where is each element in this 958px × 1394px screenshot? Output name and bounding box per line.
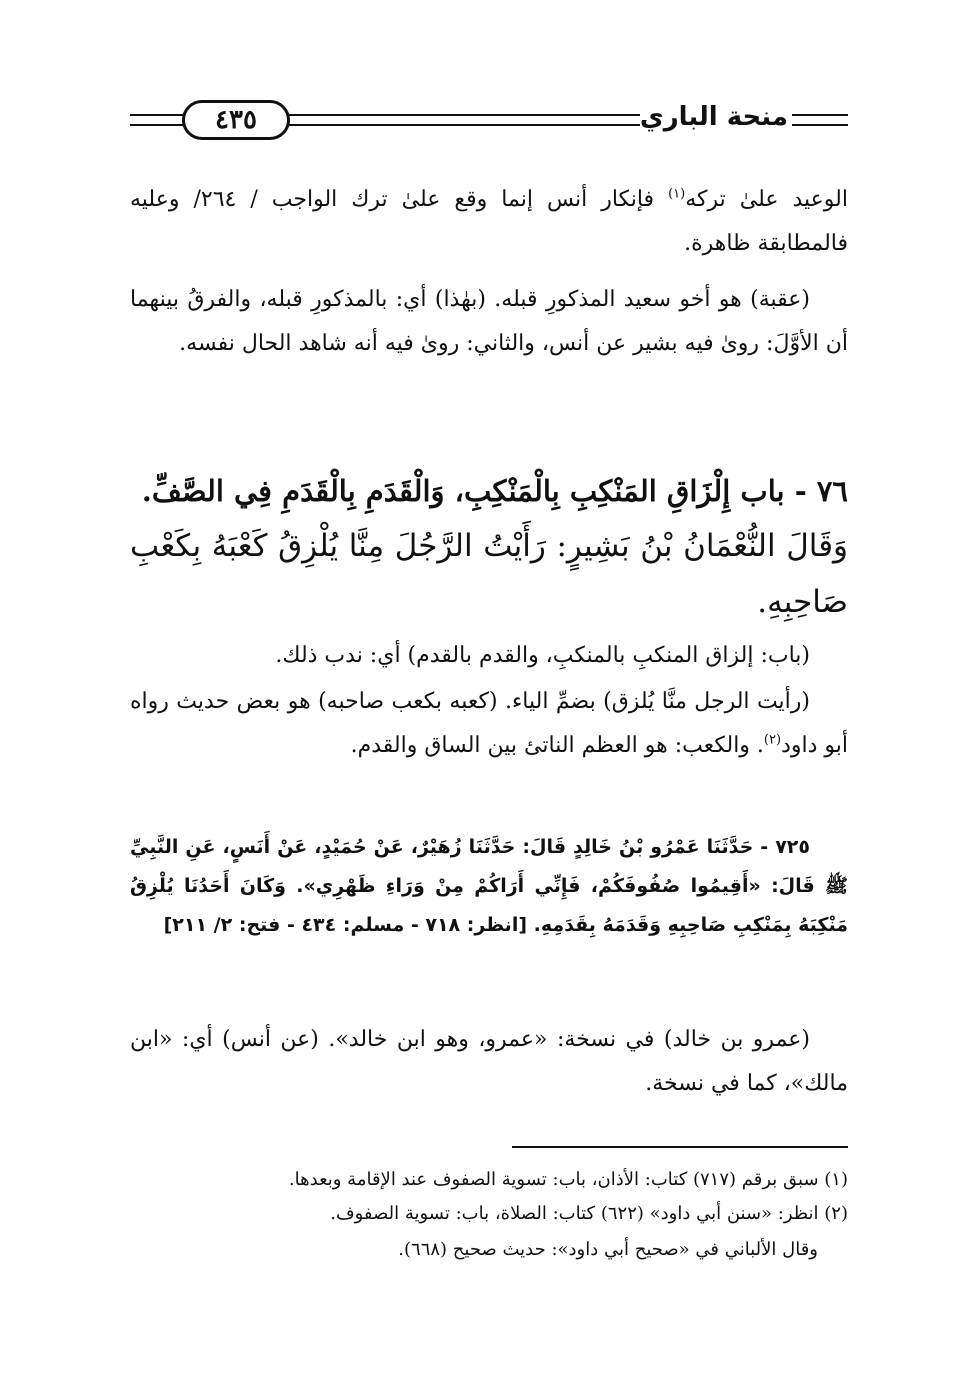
commentary-text: (رأيت الرجل منَّا يُلزق) بضمِّ الياء. (كعبه بكعب صاحبه) هو بعض حديث رواه أبو داود — [130, 689, 848, 758]
page-header — [130, 96, 850, 146]
footnote: (١) سبق برقم (٧١٧) كتاب: الأذان، باب: تسوية الصفوف عند الإقامة وبعدها. — [288, 1169, 848, 1190]
hadith-text: ٧٢٥ - حَدَّثَنَا عَمْرُو بْنُ خَالِدٍ قَالَ: حَدَّثَنَا زُهَيْرٌ، عَنْ حُمَيْدٍ، عَنْ أَنَسٍ، عَنِ النَّبِيِّ ﷺ قَالَ: «أَقِيمُوا صُفُوفَكُمْ، فَإِنِّي أَرَاكُمْ مِنْ وَرَاءِ ظَهْرِي». وَكَانَ أَحَدُنَا يُلْزِقُ مَنْكِبَهُ بِمَنْكِبِ صَاحِبِهِ وَقَدَمَهُ بِقَدَمِهِ. [انظر: ٧١٨ - مسلم: ٤٣٤ - فتح: ٢/ ٢١١] — [130, 836, 848, 936]
commentary-paragraph — [130, 680, 848, 768]
running-title: منحة الباري — [639, 102, 788, 132]
paragraph-text: الوعيد علىٰ تركه — [685, 187, 848, 212]
paragraph — [130, 178, 848, 266]
footnote-divider — [512, 1146, 848, 1148]
paragraph-text: فإنكار أنس إنما وقع علىٰ ترك الواجب / ٢٦٤/ وعليه فالمطابقة ظاهرة. — [130, 187, 848, 256]
chapter-heading: ٧٦ - باب إِلْزَاقِ المَنْكِبِ بِالْمَنْكِبِ، وَالْقَدَمِ بِالْقَدَمِ فِي الصَّفِّ. — [141, 474, 848, 508]
header-rule-right — [792, 124, 848, 126]
header-rule-middle — [288, 124, 640, 126]
header-rule-left — [130, 114, 186, 116]
header-rule-left — [130, 124, 186, 126]
commentary-paragraph: (عمرو بن خالد) في نسخة: «عمرو، وهو ابن خالد». (عن أنس) أي: «ابن مالك»، كما في نسخة. — [130, 1027, 848, 1096]
footnote-ref: (١) — [668, 186, 686, 202]
footnote-continuation: وقال الألباني في «صحيح أبي داود»: حديث صحيح (٦٦٨). — [398, 1239, 818, 1260]
footnote-ref: (٢) — [763, 732, 782, 748]
footnote: (٢) انظر: «سنن أبي داود» (٦٢٢) كتاب: الصلاة، باب: تسوية الصفوف. — [330, 1203, 848, 1224]
commentary-text: . والكعب: هو العظم الناتئ بين الساق والقدم. — [350, 733, 764, 758]
chapter-quote: وَقَالَ النُّعْمَانُ بْنُ بَشِيرٍ: رَأَيْتُ الرَّجُلَ مِنَّا يُلْزِقُ كَعْبَهُ بِكَعْبِ صَاحِبِهِ. — [130, 528, 848, 620]
header-rule-right — [792, 114, 848, 116]
commentary-line: (باب: إلزاق المنكبِ بالمنكبِ، والقدم بالقدم) أي: ندب ذلك. — [275, 643, 810, 668]
paragraph: (عقبة) هو أخو سعيد المذكورِ قبله. (بهٰذا) أي: بالمذكورِ قبله، والفرقُ بينهما أن الأوَّلَ: روىٰ فيه بشير عن أنس، والثاني: روىٰ فيه أنه شاهد الحال نفسه. — [130, 287, 848, 356]
page-number: ٤٣٥ — [182, 100, 290, 140]
header-rule-middle — [288, 114, 640, 116]
